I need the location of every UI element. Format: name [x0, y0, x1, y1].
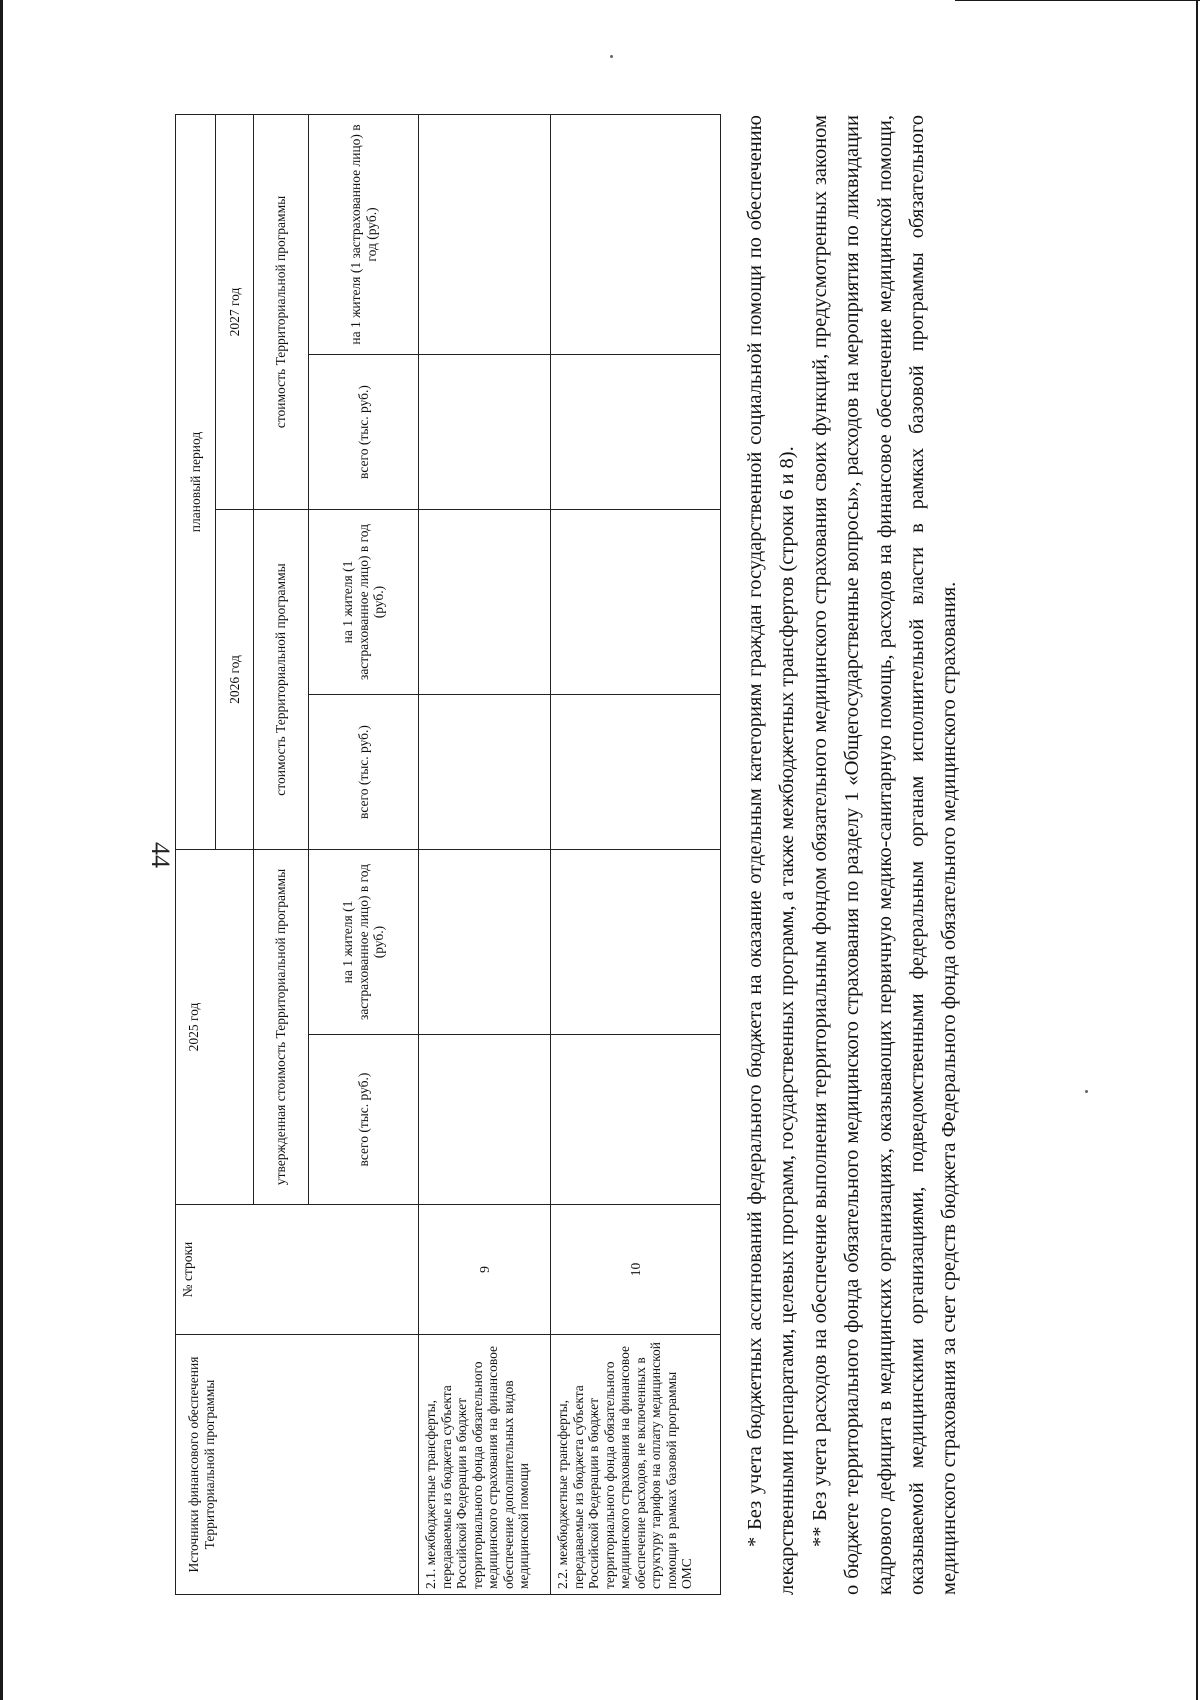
- header-cost-2027: стоимость Территориальной программы: [254, 114, 309, 509]
- cell-total-2027: [419, 355, 551, 510]
- header-year-2026: 2026 год: [216, 510, 254, 850]
- header-approved-cost: утвержденная стоимость Территориальной программы: [254, 850, 309, 1205]
- cell-per-capita-2026: [551, 510, 721, 695]
- scan-edge-top-right: [955, 0, 1200, 1]
- header-total-2026: всего (тыс. руб.): [309, 695, 419, 850]
- scan-edge-left: [0, 0, 3, 1700]
- header-year-2025: 2025 год: [176, 850, 254, 1205]
- row-label: 2.2. межбюджетные трансферты, передаваемые из бюджета субъекта Российской Федерации в бюджет территориального фонда обязательного медицинского страхования на финансовое обеспечение расходов, не включенных в структуру тарифов на оплату медицинской помощи в рамках базовой программы ОМС: [551, 1335, 721, 1595]
- cell-total-2025: [419, 1035, 551, 1205]
- cell-total-2027: [551, 355, 721, 510]
- row-number: 10: [551, 1205, 721, 1335]
- header-total-2027: всего (тыс. руб.): [309, 355, 419, 510]
- header-year-2027: 2027 год: [216, 114, 254, 509]
- cell-per-capita-2025: [551, 850, 721, 1035]
- cell-per-capita-2027: [419, 114, 551, 354]
- scan-edge-right: [1196, 0, 1198, 1700]
- scan-speck: [1085, 1090, 1088, 1093]
- rotated-content: [175, 115, 1065, 1595]
- header-per-capita-2027: на 1 жителя (1 застрахованное лицо) в год (руб.): [309, 114, 419, 354]
- header-per-capita-2026: на 1 жителя (1 застрахованное лицо) в год (руб.): [309, 510, 419, 695]
- row-number: 9: [419, 1205, 551, 1335]
- header-per-capita-2025: на 1 жителя (1 застрахованное лицо) в год (руб.): [309, 850, 419, 1035]
- cell-per-capita-2027: [551, 114, 721, 354]
- cell-per-capita-2025: [419, 850, 551, 1035]
- cell-per-capita-2026: [419, 510, 551, 695]
- header-total-2025: всего (тыс. руб.): [309, 1035, 419, 1205]
- page-number: 44: [146, 842, 175, 868]
- financing-table: [175, 114, 721, 1595]
- header-row-no: № строки: [176, 1205, 419, 1335]
- header-source: Источники финансового обеспечения Территориальной программы: [176, 1335, 419, 1595]
- scan-speck: [610, 55, 613, 58]
- table-row: [551, 114, 721, 1594]
- cell-total-2025: [551, 1035, 721, 1205]
- row-label: 2.1. межбюджетные трансферты, передаваемые из бюджета субъекта Российской Федерации в бюджет территориального фонда обязательного медицинского страхования на финансовое обеспечение дополнительных видов медицинской помощи: [419, 1335, 551, 1595]
- table-row: [419, 114, 551, 1594]
- footnotes: [739, 115, 966, 1595]
- cell-total-2026: [551, 695, 721, 850]
- footnote-1: * Без учета бюджетных ассигнований федерального бюджета на оказание отдельным категориям граждан государственной социальной помощи по обеспечению лекарственными препаратами, целевых программ, государственных программ, а также межбюджетных трансфертов (строки 6 и 8).: [744, 115, 799, 1595]
- footnote-2: ** Без учета расходов на обеспечение выполнения территориальным фондом обязательного медицинского страхования своих функций, предусмотренных законом о бюджете территориального фонда обязательного медицинского страхования по разделу 1 «Общегосударственные вопросы», расходов на мероприятия по ликвидации кадрового дефицита в медицинских организациях, оказывающих первичную медико-санитарную помощь, расходов на финансовое обеспечение медицинской помощи, оказываемой медицинскими организациями, подведомственными федеральным органам исполнительной власти в рамках базовой программы обязательного медицинского страхования за счет средств бюджета Федерального фонда обязательного медицинского страхования.: [808, 115, 961, 1595]
- cell-total-2026: [419, 695, 551, 850]
- header-planned-period: плановый период: [176, 114, 216, 849]
- header-cost-2026: стоимость Территориальной программы: [254, 510, 309, 850]
